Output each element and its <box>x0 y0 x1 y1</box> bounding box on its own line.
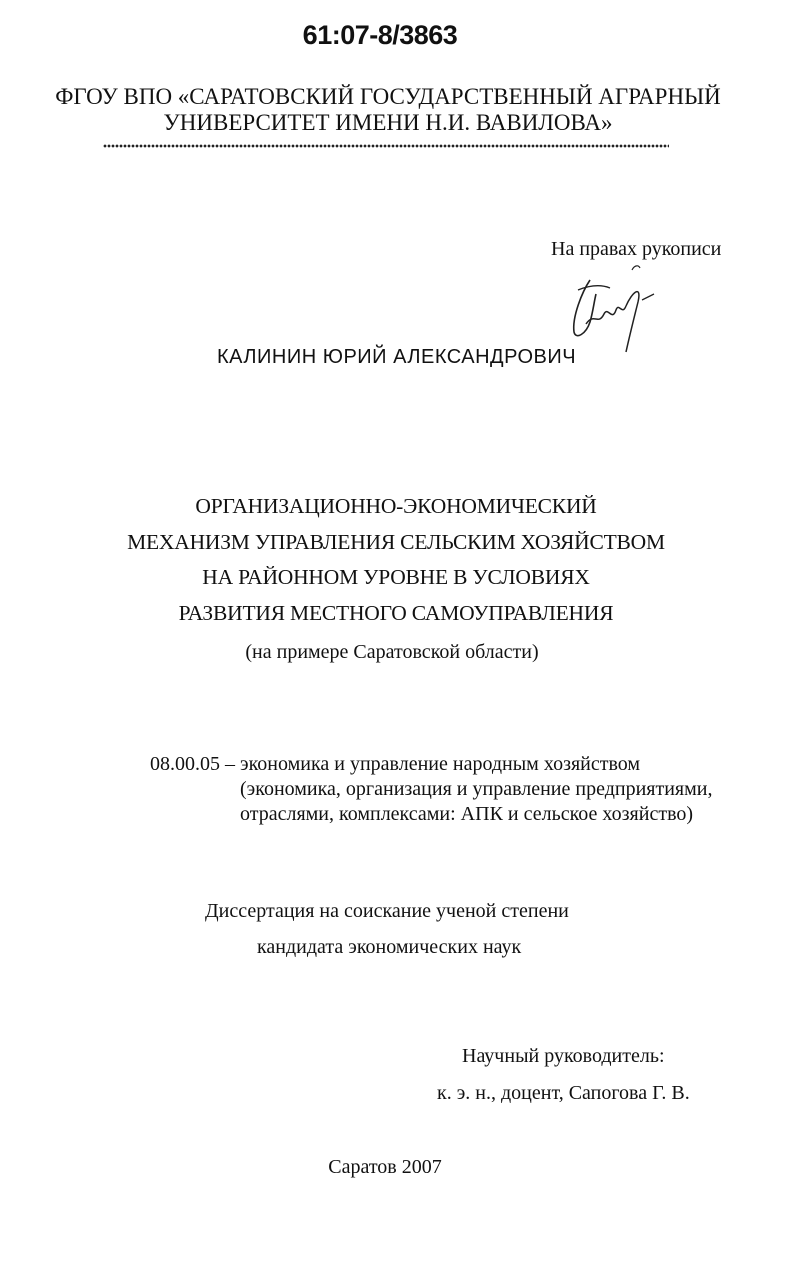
specialty-line-2: (экономика, организация и управление предприятиями, <box>240 778 713 800</box>
specialty-line-3: отраслями, комплексами: АПК и сельское хозяйство) <box>240 803 694 825</box>
title-line-1: ОРГАНИЗАЦИОННО-ЭКОНОМИЧЕСКИЙ <box>195 494 597 518</box>
institution-line-2: УНИВЕРСИТЕТ ИМЕНИ Н.И. ВАВИЛОВА» <box>163 110 613 135</box>
title-line-2: МЕХАНИЗМ УПРАВЛЕНИЯ СЕЛЬСКИМ ХОЗЯЙСТВОМ <box>127 530 665 554</box>
dotted-divider <box>103 142 669 150</box>
title-subtitle: (на примере Саратовской области) <box>245 641 539 663</box>
city-year: Саратов 2007 <box>328 1156 442 1178</box>
author-name: КАЛИНИН ЮРИЙ АЛЕКСАНДРОВИЧ <box>217 346 577 368</box>
supervisor-label: Научный руководитель: <box>462 1045 665 1067</box>
thesis-line-1: Диссертация на соискание ученой степени <box>205 900 569 922</box>
title-line-4: РАЗВИТИЯ МЕСТНОГО САМОУПРАВЛЕНИЯ <box>178 601 614 625</box>
manuscript-rights-note: На правах рукописи <box>551 238 722 260</box>
title-line-3: НА РАЙОННОМ УРОВНЕ В УСЛОВИЯХ <box>202 565 590 589</box>
signature-icon <box>560 262 670 362</box>
institution-line-1: ФГОУ ВПО «САРАТОВСКИЙ ГОСУДАРСТВЕННЫЙ АГРАРНЫЙ <box>55 84 721 109</box>
specialty-line-1: 08.00.05 – экономика и управление народным хозяйством <box>150 753 641 775</box>
archive-stamp-number: 61:07-8/3863 <box>302 20 458 50</box>
supervisor-name: к. э. н., доцент, Сапогова Г. В. <box>437 1082 690 1104</box>
thesis-line-2: кандидата экономических наук <box>257 936 522 958</box>
